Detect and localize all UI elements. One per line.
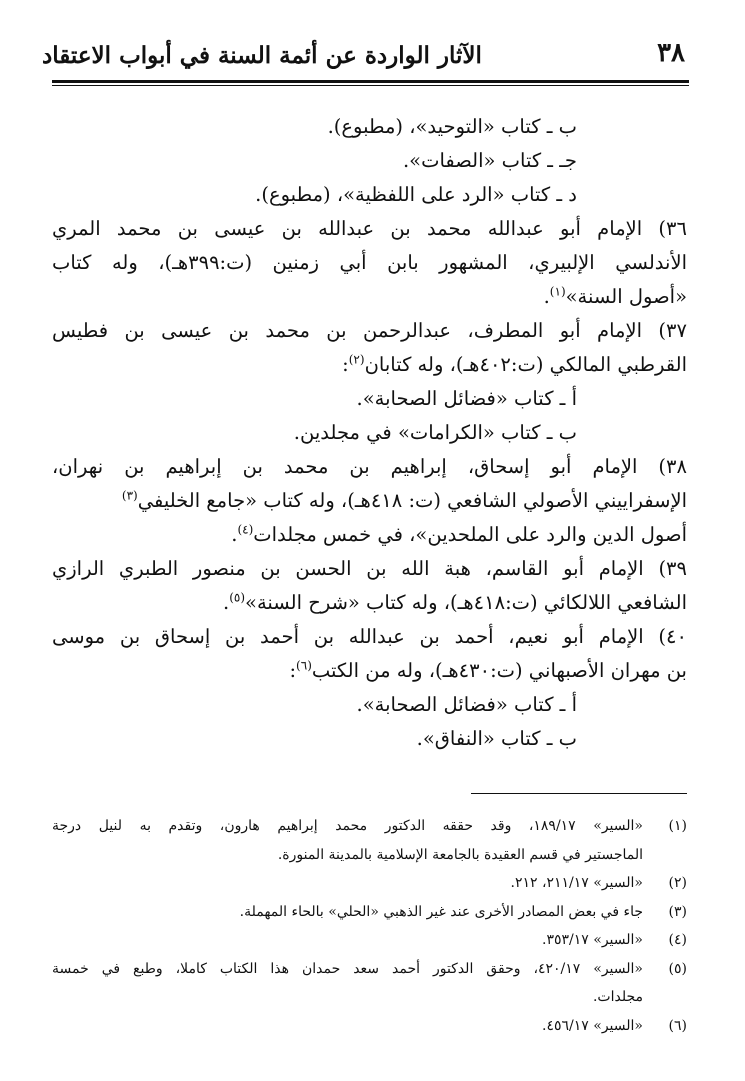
footnote-text [52,812,643,869]
footnote-separator [471,793,687,794]
footnote-number: (٤) [668,932,687,948]
footnote-line: «السير» ٤٥٦/١٧. [542,1017,643,1034]
text-line: أ ـ كتاب «فضائل الصحابة». [356,693,577,716]
footnote-line: «السير» ١٨٩/١٧، وقد حققه الدكتور محمد إبراهيم هارون، وتقدم به لنيل درجة [52,818,643,834]
entry-36-line-3 [52,280,687,314]
entry-37-tail: : [342,353,349,376]
entry-36-line-1: ٣٦) الإمام أبو عبدالله محمد بن عبدالله بن عيسى بن محمد المري [52,217,687,240]
footnote-number: (٢) [668,875,687,891]
entry-38-text-2: أصول الدين والرد على الملحدين»، في خمس مجلدات [253,523,687,546]
entry-36-text: «أصول السنة» [565,285,687,308]
footnote-ref-5: (٥) [229,590,246,605]
entry-39-line-1: ٣٩) الإمام أبو القاسم، هبة الله بن الحسن بن منصور الطبري الرازي [52,557,687,580]
footnote-4 [52,926,687,955]
footnote-text [52,926,643,955]
footnote-text [52,955,643,1012]
entry-38-tail: . [231,523,238,546]
entry-39-tail: . [222,591,230,614]
entry-37-text: القرطبي المالكي (ت:٤٠٢هـ)، وله كتابان [364,353,687,376]
footnote-6 [52,1012,687,1041]
footnote-line: جاء في بعض المصادر الأخرى عند غير الذهبي «الحلي» بالحاء المهملة. [239,903,643,920]
text-line: ب ـ كتاب «التوحيد»، (مطبوع). [327,115,577,138]
entry-36-line-2: الأندلسي الإلبيري، المشهور بابن أبي زمنين (ت:٣٩٩هـ)، وله كتاب [52,251,687,274]
header-rule [52,80,689,86]
footnote-line: «السير» ٤٢٠/١٧، وحقق الدكتور أحمد سعد حمدان هذا الكتاب كاملا، وطبع في خمسة [52,960,643,977]
footnote-1 [52,812,687,869]
entry-37-line-1: ٣٧) الإمام أبو المطرف، عبدالرحمن بن محمد بن عيسى بن فطيس [52,319,687,342]
entry-37-line-2 [52,348,687,382]
footnote-text [52,898,643,927]
footnote-number: (٦) [668,1017,687,1034]
entry-40-text: بن مهران الأصبهاني (ت:٤٣٠هـ)، وله من الكتب [311,659,687,682]
entry-38-line-3 [52,518,687,552]
entry-38-text: الإسفراييني الأصولي الشافعي (ت: ٤١٨هـ)، وله كتاب «جامع الخليفي [137,489,687,512]
footnote-text [52,1012,643,1041]
footnote-line: مجلدات. [592,989,643,1005]
entry-40-line-1: ٤٠) الإمام أبو نعيم، أحمد بن عبدالله بن أحمد بن إسحاق بن موسى [52,625,687,648]
text-line: د ـ كتاب «الرد على اللفظية»، (مطبوع). [255,183,577,206]
footnote-3 [52,898,687,927]
footnote-line: «السير» ٣٥٣/١٧. [542,932,643,948]
footnote-line: «السير» ٢١١/١٧، ٢١٢. [510,875,643,891]
text-line: ب ـ كتاب «النفاق». [416,727,577,750]
page-header [42,38,685,74]
entry-40-line-2 [52,654,687,688]
footnote-ref-2: (٢) [348,352,365,367]
footnote-ref-4: (٤) [237,522,254,537]
entry-36-tail: . [543,285,550,308]
footnotes [52,812,687,1040]
footnote-2 [52,869,687,898]
footnote-number: (١) [668,818,687,834]
text-line: ب ـ كتاب «الكرامات» في مجلدين. [293,421,577,444]
footnote-text [52,869,643,898]
footnote-ref-1: (١) [549,284,566,299]
body-text [52,110,687,756]
footnote-5 [52,955,687,1012]
footnote-line: الماجستير في قسم العقيدة بالجامعة الإسلامية بالمدينة المنورة. [277,846,643,863]
entry-40-tail: : [289,659,297,682]
footnote-number: (٣) [668,903,687,920]
page-number: ٣٨ [657,38,685,68]
entry-38-line-1: ٣٨) الإمام أبو إسحاق، إبراهيم بن محمد بن إبراهيم بن نهران، [52,455,687,478]
text-line: أ ـ كتاب «فضائل الصحابة». [356,387,577,410]
footnote-number: (٥) [668,960,687,977]
entry-39-line-2 [52,586,687,620]
footnote-ref-6: (٦) [296,658,312,673]
entry-38-line-2 [52,484,687,518]
entry-39-text: الشافعي اللالكائي (ت:٤١٨هـ)، وله كتاب «شرح السنة» [245,591,687,614]
text-line: جـ ـ كتاب «الصفات». [402,149,577,172]
footnote-ref-3: (٣) [121,488,138,503]
running-title: الآثار الواردة عن أئمة السنة في أبواب الاعتقاد [42,42,482,69]
